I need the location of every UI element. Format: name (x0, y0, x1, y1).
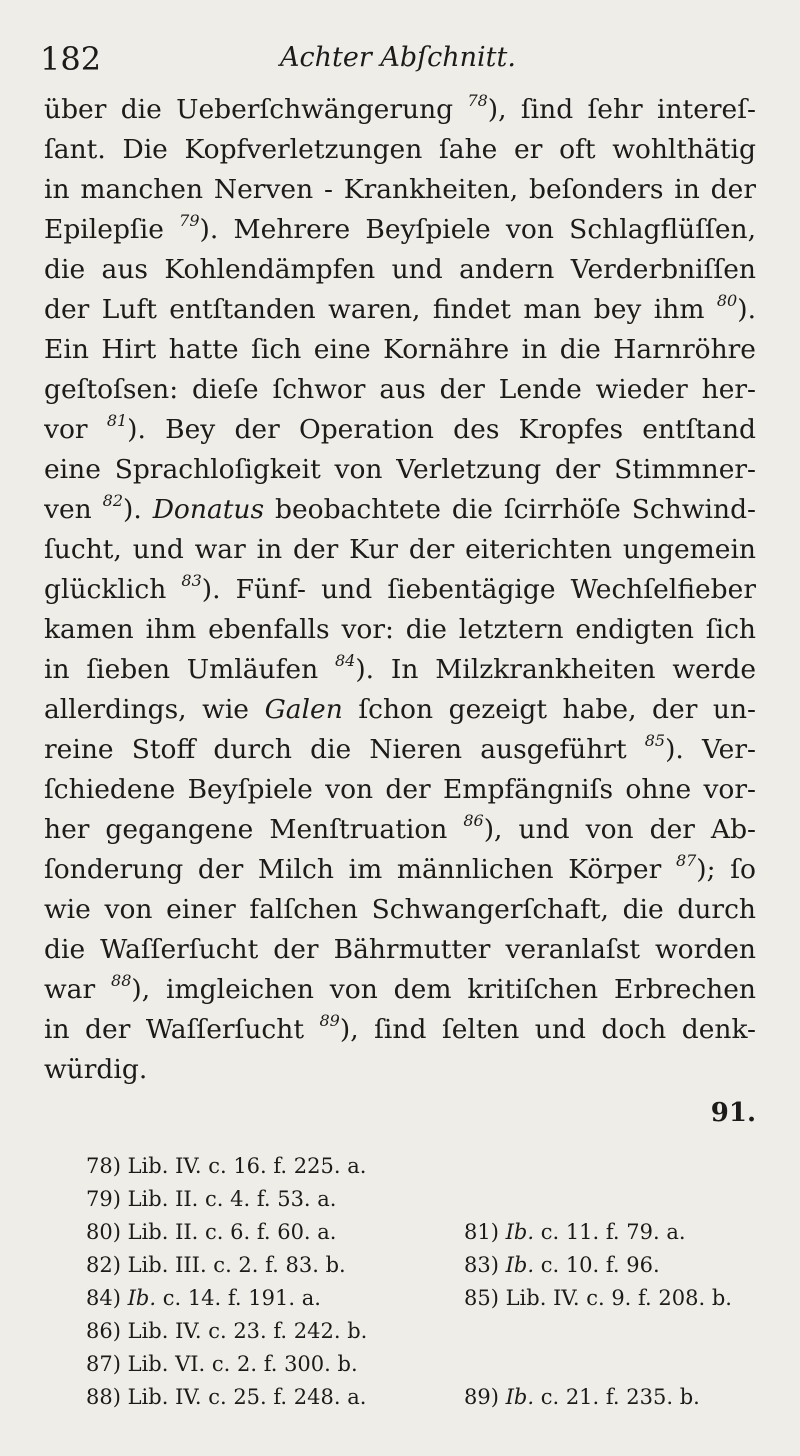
footnote-number: 86) (86, 1319, 121, 1343)
footnote-number: 84) (86, 1286, 121, 1310)
text-line (44, 650, 756, 690)
text-segment: in manchen Nerven - Krankheiten, beſonders in der (44, 174, 756, 205)
footnote-ref: 87 (675, 851, 697, 870)
footnote-ibid: Ib. (505, 1220, 535, 1244)
footnote-ref: 84 (334, 651, 356, 670)
footnote-row (86, 1282, 766, 1315)
text-segment: ſonderung der Milch im männlichen Körper (44, 854, 676, 885)
text-segment: ). Ver- (665, 734, 756, 765)
footnote-row (86, 1348, 766, 1381)
text-segment: ſucht, und war in der Kur der eiterichten ungemein (44, 534, 756, 565)
footnote-row (86, 1381, 766, 1414)
text-segment: reine Stoff durch die Nieren ausgeführt (44, 734, 645, 765)
text-line (44, 290, 756, 330)
footnote (86, 1348, 358, 1381)
text-segment: die aus Kohlendämpfen und andern Verderbniſſen (44, 254, 756, 285)
footnote (86, 1381, 366, 1414)
footnote-row (86, 1150, 766, 1183)
text-segment: würdig. (44, 1054, 148, 1085)
footnote-number: 79) (86, 1187, 121, 1211)
footnote (86, 1249, 346, 1282)
footnote-number: 87) (86, 1352, 121, 1376)
text-segment: kamen ihm ebenfalls vor: die letztern endigten ſich (44, 614, 756, 645)
footnote-ref: 80 (716, 291, 738, 310)
page-header (40, 40, 760, 80)
footnote-ref: 86 (463, 811, 484, 830)
text-line (44, 570, 756, 610)
text-line (44, 330, 756, 370)
text-segment: ). Bey der Operation des Kropfes entſtand (127, 414, 756, 445)
footnote (464, 1249, 660, 1282)
text-line (44, 450, 756, 490)
footnote-ref: 89 (319, 1011, 340, 1030)
text-segment: war (44, 974, 112, 1005)
text-line (44, 410, 756, 450)
text-line (44, 1010, 756, 1050)
text-segment: wie von einer falſchen Schwangerſchaft, die durch (44, 894, 756, 925)
footnote-number: 83) (464, 1253, 499, 1277)
footnote (464, 1282, 732, 1315)
text-segment: ); ſo (696, 854, 756, 885)
footnote-citation: Lib. III. c. 2. f. 83. b. (127, 1253, 346, 1277)
footnote (86, 1315, 367, 1348)
footnote-citation: c. 21. f. 235. b. (534, 1385, 700, 1409)
footnote-citation: Lib. II. c. 4. f. 53. a. (127, 1187, 337, 1211)
text-line (44, 930, 756, 970)
footnote (86, 1282, 321, 1315)
footnote (464, 1381, 700, 1414)
text-line (44, 250, 756, 290)
text-line (44, 810, 756, 850)
footnote-ref: 83 (181, 571, 202, 590)
text-segment: Epilepſie (44, 214, 180, 245)
footnote-ref: 85 (644, 731, 666, 750)
text-line (44, 850, 756, 890)
footnote-ibid: Ib. (127, 1286, 157, 1310)
footnote-citation: c. 11. f. 79. a. (534, 1220, 686, 1244)
page-number: 182 (40, 40, 102, 78)
footnote-citation: Lib. IV. c. 25. f. 248. a. (127, 1385, 367, 1409)
text-segment: vor (44, 414, 107, 445)
text-segment: der Luft entſtanden waren, findet man bey ihm (44, 294, 717, 325)
text-line (44, 490, 756, 530)
footnote-citation: Lib. IV. c. 9. f. 208. b. (505, 1286, 732, 1310)
text-segment: ). Mehrere Beyſpiele von Schlagflüſſen, (199, 214, 756, 245)
text-segment: ). Fünf- und ſiebentägige Wechſelfieber (201, 574, 756, 605)
text-line (44, 170, 756, 210)
text-segment: geſtoſsen: dieſe ſchwor aus der Lende wieder her- (44, 374, 756, 405)
footnote (86, 1183, 336, 1216)
running-title: Achter Abſchnitt. (280, 42, 516, 73)
text-segment: her gegangene Menſtruation (44, 814, 464, 845)
text-segment: ). (737, 294, 756, 325)
footnote-citation: c. 14. f. 191. a. (156, 1286, 321, 1310)
footnote-row (86, 1249, 766, 1282)
text-segment: in der Waſſerſucht (44, 1014, 320, 1045)
text-segment: allerdings, wie (44, 694, 265, 725)
text-segment: ven (44, 494, 103, 525)
text-segment: ), imgleichen von dem kritiſchen Erbrechen (131, 974, 756, 1005)
text-line (44, 370, 756, 410)
section-number: 91. (710, 1098, 756, 1128)
text-segment: beobachtete die ſcirrhöſe Schwind- (264, 494, 756, 525)
footnote-number: 80) (86, 1220, 121, 1244)
footnote (464, 1216, 686, 1249)
text-segment: ), ſind ſelten und doch denk- (339, 1014, 756, 1045)
italic-name: Galen (264, 694, 343, 725)
italic-name: Donatus (152, 494, 265, 525)
footnote-number: 88) (86, 1385, 121, 1409)
text-segment: ). (123, 494, 153, 525)
text-segment: ſchon gezeigt habe, der un- (342, 694, 756, 725)
footnote-ibid: Ib. (505, 1253, 535, 1277)
footnote (86, 1150, 366, 1183)
footnote-citation: Lib. IV. c. 16. f. 225. a. (127, 1154, 367, 1178)
footnote-row (86, 1315, 766, 1348)
footnote-citation: c. 10. f. 96. (534, 1253, 660, 1277)
body-text (44, 90, 756, 1090)
text-segment: eine Sprachloſigkeit von Verletzung der Stimmner- (44, 454, 756, 485)
text-line (44, 770, 756, 810)
footnote-number: 78) (86, 1154, 121, 1178)
text-line (44, 610, 756, 650)
text-segment: ). In Milzkrankheiten werde (355, 654, 756, 685)
text-segment: ), ſind ſehr intereſ- (487, 94, 756, 125)
text-segment: die Waſſerſucht der Bährmutter veranlaſst worden (44, 934, 756, 965)
footnote-citation: Lib. II. c. 6. f. 60. a. (127, 1220, 337, 1244)
text-line (44, 730, 756, 770)
text-line (44, 690, 756, 730)
footnotes (86, 1150, 766, 1414)
footnote-ref: 81 (106, 411, 128, 430)
text-line (44, 970, 756, 1010)
footnote-ref: 79 (179, 211, 200, 230)
text-segment: ſchiedene Beyſpiele von der Empfängniſs ohne vor- (44, 774, 756, 805)
text-line (44, 530, 756, 570)
footnote-number: 85) (464, 1286, 499, 1310)
footnote-ref: 88 (111, 971, 132, 990)
text-segment: ), und von der Ab- (483, 814, 756, 845)
footnote-ref: 78 (467, 91, 488, 110)
footnote-ref: 82 (102, 491, 123, 510)
text-segment: Ein Hirt hatte ſich eine Kornähre in die Harnröhre (44, 334, 756, 365)
footnote-number: 81) (464, 1220, 499, 1244)
footnote-citation: Lib. VI. c. 2. f. 300. b. (127, 1352, 358, 1376)
text-line (44, 130, 756, 170)
footnote-citation: Lib. IV. c. 23. f. 242. b. (127, 1319, 368, 1343)
footnote-row (86, 1183, 766, 1216)
footnote-row (86, 1216, 766, 1249)
text-line (44, 890, 756, 930)
text-line (44, 90, 756, 130)
footnote-ibid: Ib. (505, 1385, 535, 1409)
text-segment: ſant. Die Kopfverletzungen ſahe er oft wohlthätig (44, 134, 756, 165)
footnote-number: 89) (464, 1385, 499, 1409)
text-segment: in ſieben Umläufen (44, 654, 335, 685)
footnote (86, 1216, 336, 1249)
text-segment: über die Ueberſchwängerung (44, 94, 468, 125)
footnote-number: 82) (86, 1253, 121, 1277)
text-line (44, 1050, 756, 1090)
text-line (44, 210, 756, 250)
text-segment: glücklich (44, 574, 182, 605)
